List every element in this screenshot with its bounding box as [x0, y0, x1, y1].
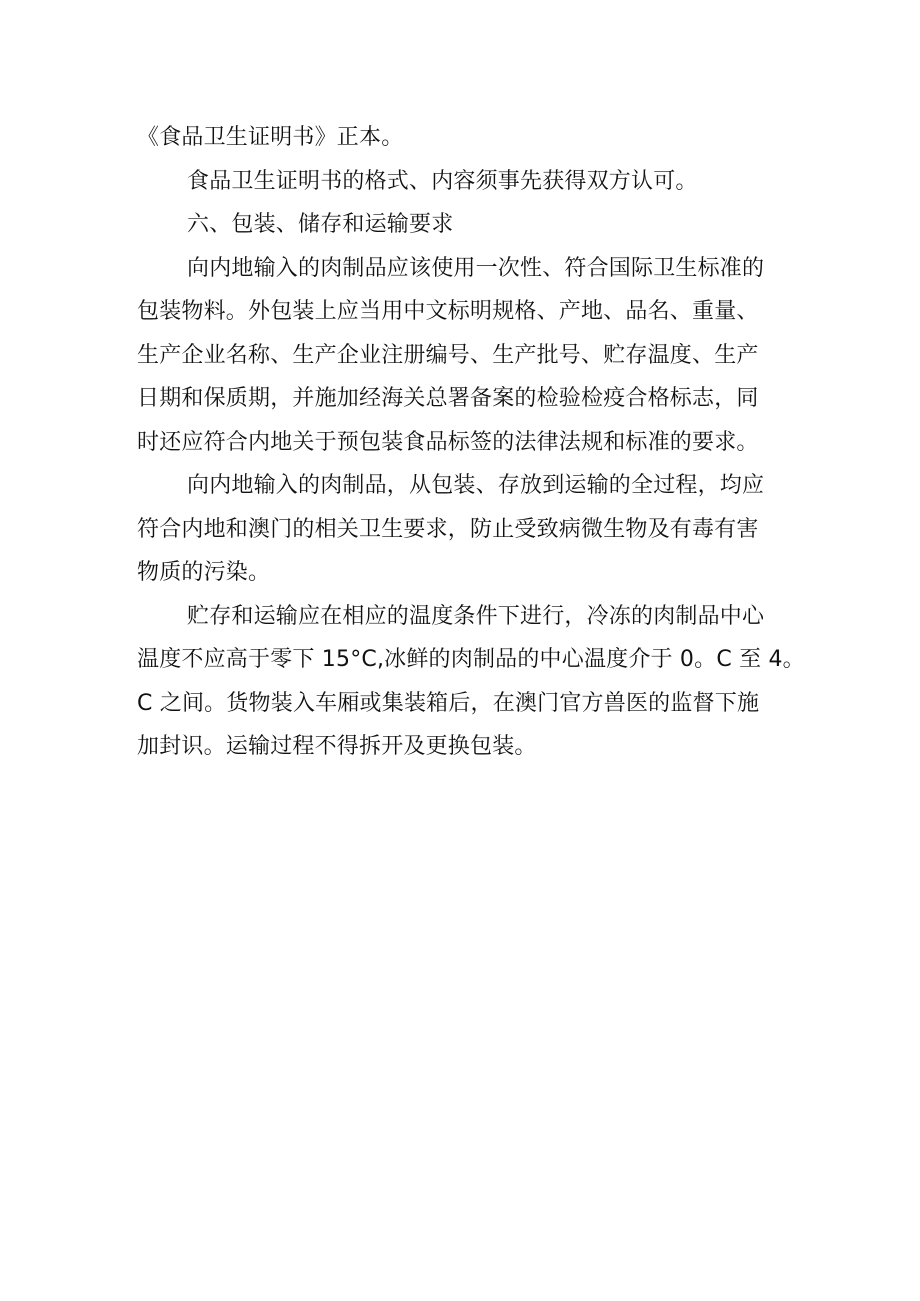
text-line: 时还应符合内地关于预包装食品标签的法律法规和标准的要求。: [137, 429, 759, 455]
text-line: 《食品卫生证明书》正本。: [137, 125, 404, 150]
section-heading: 六、包装、储存和运输要求: [187, 212, 454, 237]
text-line: C 之间。货物装入车厢或集装箱后，在澳门官方兽医的监督下施: [137, 690, 760, 716]
text-line: 日期和保质期，并施加经海关总署备案的检验检疫合格标志，同: [137, 386, 759, 411]
document-body: [137, 116, 805, 769]
text-line: 贮存和运输应在相应的温度条件下进行，冷冻的肉制品中心: [187, 603, 765, 629]
text-line: 向内地输入的肉制品应该使用一次性、符合国际卫生标准的: [187, 255, 765, 281]
text-line: 生产企业名称、生产企业注册编号、生产批号、贮存温度、生产: [137, 342, 759, 368]
text-line: 符合内地和澳门的相关卫生要求，防止受致病微生物及有毒有害: [137, 516, 759, 542]
text-line: 物质的污染。: [137, 560, 271, 585]
text-line: 向内地输入的肉制品，从包装、存放到运输的全过程，均应: [187, 473, 765, 498]
text-line: 食品卫生证明书的格式、内容须事先获得双方认可。: [187, 168, 698, 194]
text-line: 包装物料。外包装上应当用中文标明规格、产地、品名、重量、: [137, 299, 759, 324]
text-line: 温度不应高于零下 15°C,冰鲜的肉制品的中心温度介于 0。C 至 4。: [137, 647, 805, 672]
text-line: 加封识。运输过程不得拆开及更换包装。: [137, 734, 537, 759]
